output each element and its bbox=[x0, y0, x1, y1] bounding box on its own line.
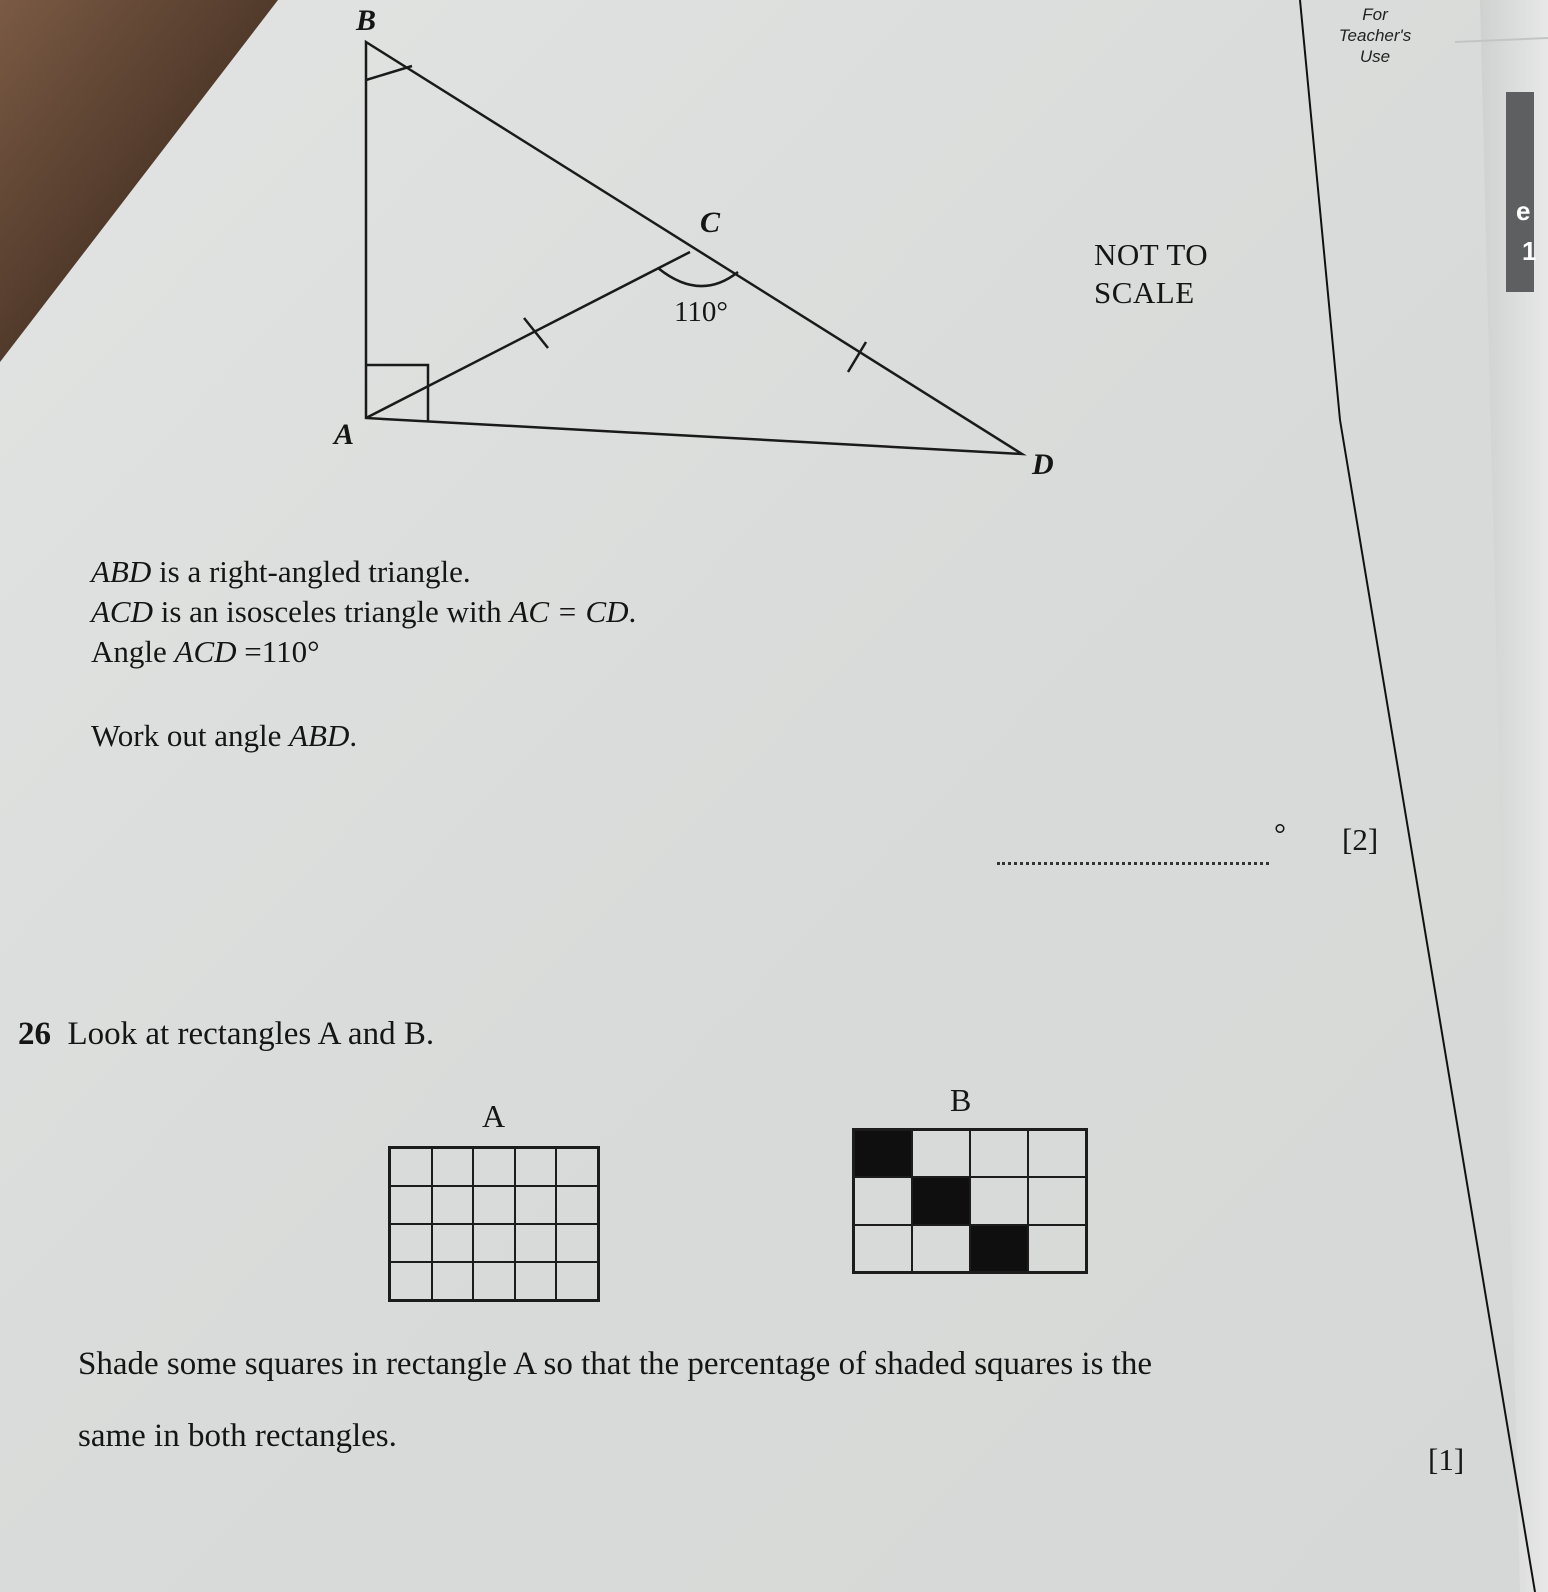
rect-a-cell-0-1[interactable] bbox=[432, 1148, 474, 1186]
q25-answer-line[interactable] bbox=[997, 862, 1269, 865]
vertex-label-a: A bbox=[334, 418, 355, 451]
angle-c-arc bbox=[658, 268, 738, 286]
rect-b-cell-2-1 bbox=[912, 1225, 970, 1272]
rect-b-cell-0-0 bbox=[854, 1130, 912, 1177]
rect-a-cell-0-2[interactable] bbox=[473, 1148, 515, 1186]
rect-a-cell-1-4[interactable] bbox=[556, 1186, 598, 1224]
rect-b-cell-0-3 bbox=[1028, 1130, 1086, 1177]
q26-prompt: Look at rectangles A and B. bbox=[67, 1016, 435, 1052]
rect-a-cell-3-3[interactable] bbox=[515, 1262, 557, 1300]
equal-tick-ac bbox=[524, 318, 548, 348]
rect-a-cell-3-2[interactable] bbox=[473, 1262, 515, 1300]
rect-b-cell-0-2 bbox=[970, 1130, 1028, 1177]
rect-a-cell-2-3[interactable] bbox=[515, 1224, 557, 1262]
q25-statement-2-mid: is an isosceles triangle with bbox=[153, 594, 510, 629]
q25-instruction-prefix: Work out angle bbox=[91, 718, 290, 753]
q26-instruction-line2: same in both rectangles. bbox=[78, 1418, 397, 1454]
rect-b-cell-0-1 bbox=[912, 1130, 970, 1177]
rectangle-b-grid bbox=[852, 1128, 1088, 1274]
rect-a-cell-2-2[interactable] bbox=[473, 1224, 515, 1262]
q26-marks: [1] bbox=[1428, 1442, 1465, 1477]
q26-heading bbox=[18, 1016, 434, 1052]
triangle-abd bbox=[366, 42, 1022, 454]
q26-number: 26 bbox=[18, 1016, 51, 1052]
rect-a-cell-1-0[interactable] bbox=[390, 1186, 432, 1224]
rect-a-cell-1-2[interactable] bbox=[473, 1186, 515, 1224]
vertex-label-b: B bbox=[356, 4, 377, 37]
q25-statement-1 bbox=[91, 554, 471, 590]
q25-marks: [2] bbox=[1342, 822, 1379, 857]
rect-a-cell-3-4[interactable] bbox=[556, 1262, 598, 1300]
rect-a-label: A bbox=[482, 1098, 506, 1134]
rectangle-a-grid[interactable] bbox=[388, 1146, 600, 1302]
q26-instruction-line1: Shade some squares in rectangle A so that the percentage of shaded squares is the bbox=[78, 1346, 1152, 1382]
rect-a-cell-2-4[interactable] bbox=[556, 1224, 598, 1262]
rect-a-cell-1-3[interactable] bbox=[515, 1186, 557, 1224]
rect-a-cell-3-1[interactable] bbox=[432, 1262, 474, 1300]
teacher-use-label-line3: Use bbox=[1359, 47, 1391, 66]
not-to-scale-line2: SCALE bbox=[1094, 275, 1195, 310]
rect-b-label: B bbox=[950, 1082, 972, 1118]
not-to-scale-note bbox=[1094, 236, 1208, 312]
q25-statement-2-end: . bbox=[628, 594, 637, 629]
q25-instruction bbox=[91, 718, 357, 754]
triangle-diagram bbox=[0, 0, 1548, 520]
rect-a-cell-2-0[interactable] bbox=[390, 1224, 432, 1262]
q25-instruction-end: . bbox=[349, 718, 358, 753]
rect-b-cell-2-2 bbox=[970, 1225, 1028, 1272]
q25-instruction-abd: ABD bbox=[289, 718, 350, 753]
teacher-use-label-line1: For bbox=[1362, 5, 1388, 24]
rect-a-cell-3-0[interactable] bbox=[390, 1262, 432, 1300]
rect-a-cell-0-4[interactable] bbox=[556, 1148, 598, 1186]
vertex-label-d: D bbox=[1032, 448, 1054, 481]
rect-a-cell-0-3[interactable] bbox=[515, 1148, 557, 1186]
not-to-scale-line1: NOT TO bbox=[1094, 237, 1209, 272]
q25-statement-1-rest: is a right-angled triangle. bbox=[151, 554, 471, 589]
vertex-label-c: C bbox=[700, 206, 721, 239]
angle-label-110: 110° bbox=[674, 296, 729, 328]
rect-b-cell-2-3 bbox=[1028, 1225, 1086, 1272]
rect-a-cell-2-1[interactable] bbox=[432, 1224, 474, 1262]
q25-acd-italic: ACD bbox=[91, 594, 153, 629]
q25-ac-equals-cd: AC = CD bbox=[509, 594, 629, 629]
edge-fragment-upper: e bbox=[1516, 196, 1531, 226]
q25-abd-italic: ABD bbox=[91, 554, 152, 589]
rect-a-cell-1-1[interactable] bbox=[432, 1186, 474, 1224]
edge-fragment-lower: 1 bbox=[1522, 236, 1537, 266]
rect-a-cell-0-0[interactable] bbox=[390, 1148, 432, 1186]
angle-b-arc bbox=[366, 66, 412, 80]
rect-b-cell-1-3 bbox=[1028, 1177, 1086, 1224]
teacher-use-label-line2: Teacher's bbox=[1338, 26, 1412, 45]
rect-b-cell-1-2 bbox=[970, 1177, 1028, 1224]
rect-b-cell-2-0 bbox=[854, 1225, 912, 1272]
q25-angle-prefix: Angle bbox=[91, 634, 175, 669]
q25-statement-2 bbox=[91, 594, 636, 630]
segment-ac bbox=[366, 252, 690, 418]
q25-angle-value: =110° bbox=[236, 634, 320, 669]
q25-statement-3 bbox=[91, 634, 320, 670]
rect-b-cell-1-0 bbox=[854, 1177, 912, 1224]
q25-angle-acd-italic: ACD bbox=[174, 634, 237, 669]
q25-degree-symbol: ° bbox=[1274, 818, 1286, 851]
rect-b-cell-1-1 bbox=[912, 1177, 970, 1224]
